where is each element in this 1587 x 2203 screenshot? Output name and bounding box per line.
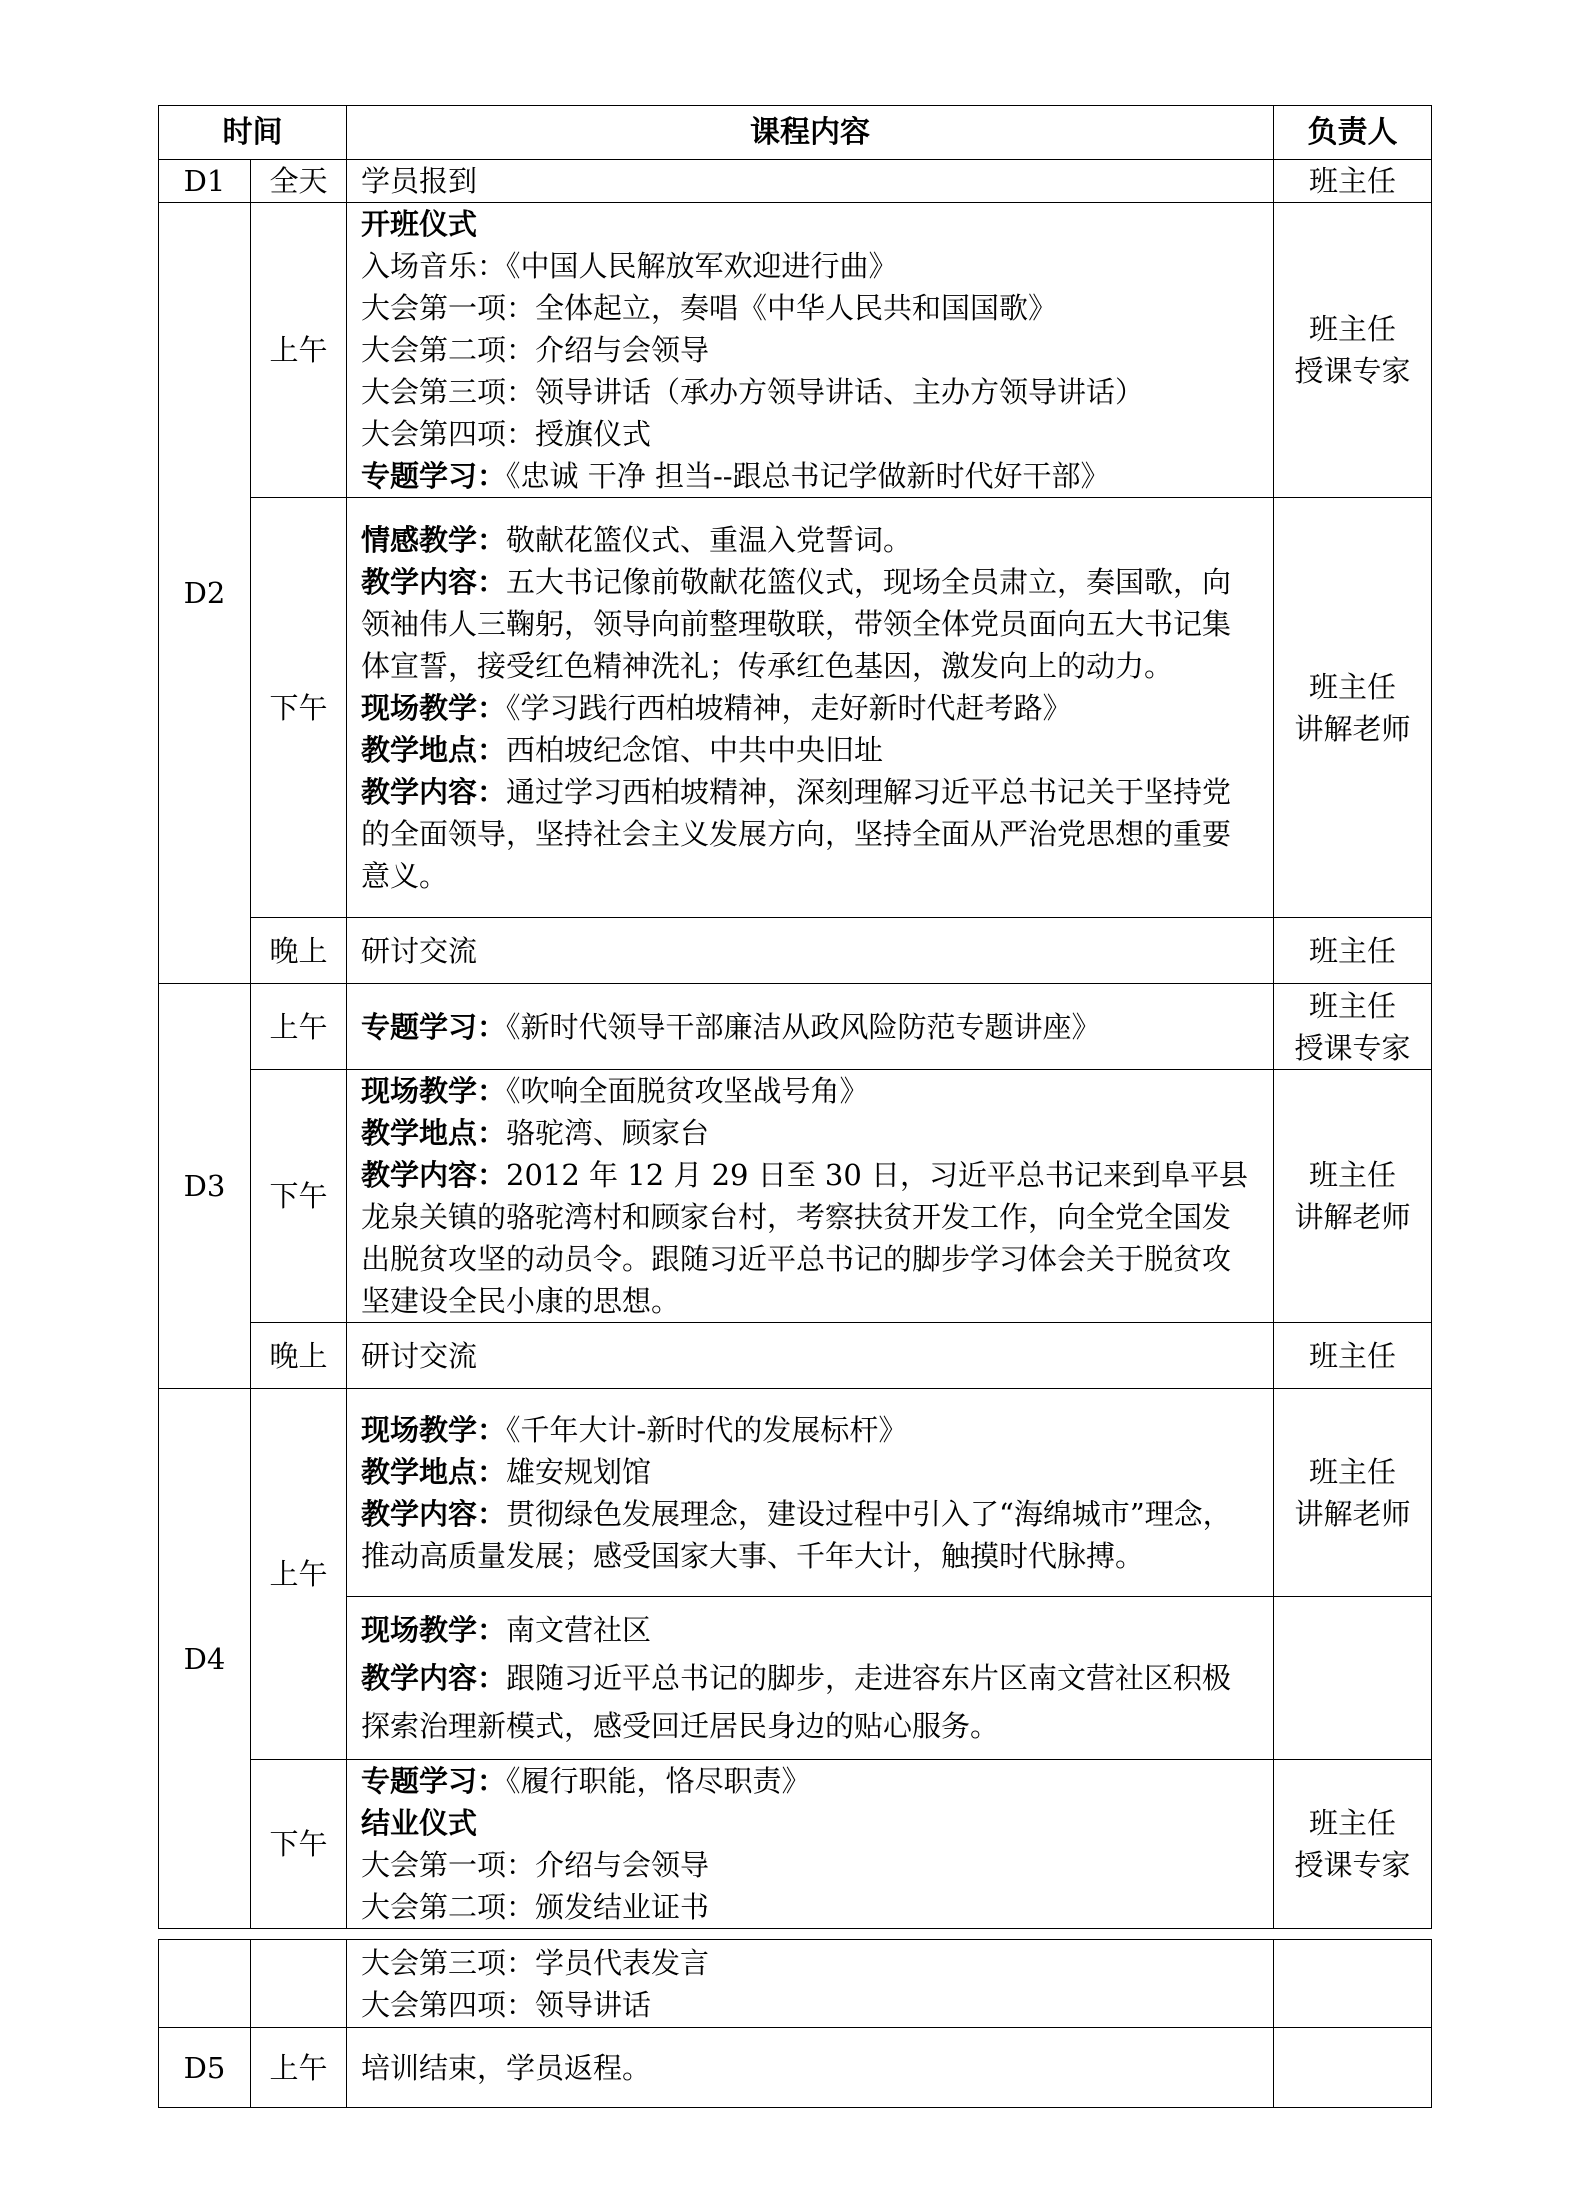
owner-cell: [1274, 2028, 1432, 2108]
content-text: 西柏坡纪念馆、中共中央旧址: [506, 732, 884, 767]
owner-line: 讲解老师: [1294, 711, 1411, 746]
content-line: [361, 1654, 1259, 1750]
content-text: 贯彻绿色发展理念，建设过程中引入了“海绵城市”理念，推动高质量发展；感受国家大事、千年大计，触摸时代脉搏。: [361, 1496, 1232, 1573]
course-content: [347, 1389, 1274, 1597]
owner-cell: [1274, 1940, 1432, 2028]
day-label: D2: [159, 203, 251, 984]
owner-cell: [1274, 1389, 1432, 1597]
owner-line: 讲解老师: [1294, 1496, 1411, 1531]
content-line: [361, 1070, 1259, 1112]
owner-line: 班主任: [1308, 669, 1396, 704]
content-line: [361, 519, 1259, 561]
content-label: 教学地点：: [361, 1454, 507, 1489]
content-text: 《学习践行西柏坡精神，走好新时代赶考路》: [506, 690, 1072, 725]
row-continued: [159, 1940, 1432, 2028]
content-label: 结业仪式: [361, 1806, 478, 1840]
period-label: 全天: [251, 160, 347, 203]
day-label: D5: [159, 2028, 251, 2108]
content-text: 通过学习西柏坡精神，深刻理解习近平总书记关于坚持党的全面领导，坚持社会主义发展方向，坚持全面从严治党思想的重要意义。: [361, 774, 1232, 893]
course-content: 学员报到: [347, 160, 1274, 203]
content-line: [361, 1942, 1259, 1984]
owner-cell: 班主任: [1274, 1323, 1432, 1389]
content-label: 教学地点：: [361, 732, 507, 767]
content-line: [361, 1844, 1259, 1886]
period-label: 下午: [251, 1760, 347, 1929]
content-label: 教学内容：: [361, 564, 507, 599]
owner-line: 授课专家: [1294, 354, 1411, 388]
period-label: 上午: [251, 2028, 347, 2108]
content-label: 教学地点：: [361, 1116, 507, 1150]
row-d2-am: [159, 203, 1432, 498]
content-line: [361, 371, 1259, 413]
content-line: [361, 1760, 1259, 1802]
row-d2-eve: [159, 918, 1432, 984]
content-text: 跟随习近平总书记的脚步，走进容东片区南文营社区积极探索治理新模式，感受回迁居民身边的贴心服务。: [361, 1661, 1232, 1743]
header-owner: 负责人: [1274, 106, 1432, 160]
content-text: 骆驼湾、顾家台: [506, 1116, 710, 1150]
period-label: 下午: [251, 1070, 347, 1323]
row-d2-pm: [159, 498, 1432, 918]
course-content: 研讨交流: [347, 1323, 1274, 1389]
content-line: [361, 455, 1259, 497]
row-d4-am-1: [159, 1389, 1432, 1597]
content-text: 大会第二项：颁发结业证书: [361, 1890, 710, 1924]
course-content: 培训结束，学员返程。: [347, 2028, 1274, 2108]
content-label: 开班仪式: [361, 207, 478, 241]
content-text: 大会第三项：学员代表发言: [361, 1945, 710, 1980]
content-label: 专题学习：: [361, 459, 507, 493]
owner-line: 班主任: [1308, 988, 1396, 1023]
course-content: [347, 498, 1274, 918]
content-line: [361, 771, 1259, 897]
schedule-table: [158, 105, 1432, 1929]
course-content: [347, 1597, 1274, 1760]
content-label: 专题学习：: [361, 1009, 507, 1044]
period-label: 上午: [251, 203, 347, 498]
course-content: [347, 1940, 1274, 2028]
content-text: 2012 年 12 月 29 日至 30 日，习近平总书记来到阜平县龙泉关镇的骆驼湾村和顾家台村，考察扶贫开发工作，向全党全国发出脱贫攻坚的动员令。跟随习近平总书记的脚步学习体会关于脱贫攻坚建设全民小康的思想。: [361, 1158, 1249, 1318]
content-text: 入场音乐：《中国人民解放军欢迎进行曲》: [361, 249, 898, 283]
course-content: 研讨交流: [347, 918, 1274, 984]
period-label: [251, 1940, 347, 2028]
content-line: [361, 1451, 1259, 1493]
course-content: [347, 1760, 1274, 1929]
content-label: 情感教学：: [361, 522, 507, 557]
owner-line: 授课专家: [1294, 1848, 1411, 1882]
content-line: [361, 1006, 1259, 1048]
content-line: [361, 1984, 1259, 2026]
row-d3-am: [159, 984, 1432, 1070]
content-line: [361, 203, 1259, 245]
owner-cell: [1274, 984, 1432, 1070]
owner-cell: [1274, 1760, 1432, 1929]
day-label: D4: [159, 1389, 251, 1929]
day-label: [159, 1940, 251, 2028]
owner-cell: 班主任: [1274, 918, 1432, 984]
row-d4-am-2: [159, 1597, 1432, 1760]
content-line: [361, 1154, 1259, 1322]
content-text: 大会第二项：介绍与会领导: [361, 333, 710, 367]
period-label: 上午: [251, 984, 347, 1070]
owner-cell: [1274, 1597, 1432, 1760]
content-text: 《履行职能，恪尽职责》: [506, 1764, 811, 1798]
schedule-table-continued: [158, 1939, 1432, 2108]
header-time: 时间: [159, 106, 347, 160]
content-label: 专题学习：: [361, 1764, 507, 1798]
content-label: 现场教学：: [361, 1613, 507, 1647]
content-label: 教学内容：: [361, 1496, 507, 1531]
owner-line: 班主任: [1308, 1158, 1396, 1192]
content-line: [361, 287, 1259, 329]
row-d3-pm: [159, 1070, 1432, 1323]
owner-line: 班主任: [1308, 1806, 1396, 1840]
content-line: [361, 1802, 1259, 1844]
row-d5: [159, 2028, 1432, 2108]
owner-line: 班主任: [1308, 312, 1396, 346]
row-d4-pm: [159, 1760, 1432, 1929]
content-text: 《忠诚 干净 担当--跟总书记学做新时代好干部》: [506, 459, 1110, 493]
period-label: 晚上: [251, 918, 347, 984]
content-text: 《吹响全面脱贫攻坚战号角》: [506, 1074, 869, 1108]
content-line: [361, 729, 1259, 771]
content-line: [361, 1409, 1259, 1451]
course-content: [347, 203, 1274, 498]
row-d3-eve: [159, 1323, 1432, 1389]
content-text: 大会第三项：领导讲话（承办方领导讲话、主办方领导讲话）: [361, 375, 1145, 409]
course-content: [347, 1070, 1274, 1323]
owner-cell: [1274, 1070, 1432, 1323]
content-line: [361, 329, 1259, 371]
owner-cell: [1274, 203, 1432, 498]
content-line: [361, 1493, 1259, 1577]
content-label: 教学内容：: [361, 1661, 507, 1695]
owner-line: 班主任: [1308, 1454, 1396, 1489]
content-line: [361, 561, 1259, 687]
content-text: 《千年大计-新时代的发展标杆》: [506, 1412, 908, 1447]
content-label: 现场教学：: [361, 1074, 507, 1108]
period-label: 下午: [251, 498, 347, 918]
content-label: 现场教学：: [361, 1412, 507, 1447]
content-text: 《新时代领导干部廉洁从政风险防范专题讲座》: [506, 1009, 1101, 1044]
content-label: 现场教学：: [361, 690, 507, 725]
content-text: 大会第一项：全体起立，奏唱《中华人民共和国国歌》: [361, 291, 1058, 325]
content-line: [361, 1886, 1259, 1928]
owner-line: 授课专家: [1294, 1030, 1411, 1065]
content-text: 南文营社区: [506, 1613, 652, 1647]
day-label: D3: [159, 984, 251, 1389]
content-text: 大会第四项：授旗仪式: [361, 417, 652, 451]
content-line: [361, 413, 1259, 455]
content-line: [361, 687, 1259, 729]
header-content: 课程内容: [347, 106, 1274, 160]
content-line: [361, 1606, 1259, 1654]
content-text: 五大书记像前敬献花篮仪式，现场全员肃立，奏国歌，向领袖伟人三鞠躬，领导向前整理敬联，带领全体党员面向五大书记集体宣誓，接受红色精神洗礼；传承红色基因，激发向上的动力。: [361, 564, 1232, 683]
content-line: [361, 245, 1259, 287]
course-content: [347, 984, 1274, 1070]
owner-line: 讲解老师: [1294, 1200, 1411, 1234]
owner-cell: [1274, 498, 1432, 918]
day-label: D1: [159, 160, 251, 203]
content-text: 敬献花篮仪式、重温入党誓词。: [506, 522, 913, 557]
row-d1: [159, 160, 1432, 203]
owner-cell: 班主任: [1274, 160, 1432, 203]
content-text: 雄安规划馆: [506, 1454, 652, 1489]
content-label: 教学内容：: [361, 1158, 507, 1192]
content-text: 大会第四项：领导讲话: [361, 1987, 652, 2022]
period-label: 上午: [251, 1389, 347, 1760]
content-line: [361, 1112, 1259, 1154]
content-label: 教学内容：: [361, 774, 507, 809]
content-text: 大会第一项：介绍与会领导: [361, 1848, 710, 1882]
header-row: [159, 106, 1432, 160]
period-label: 晚上: [251, 1323, 347, 1389]
